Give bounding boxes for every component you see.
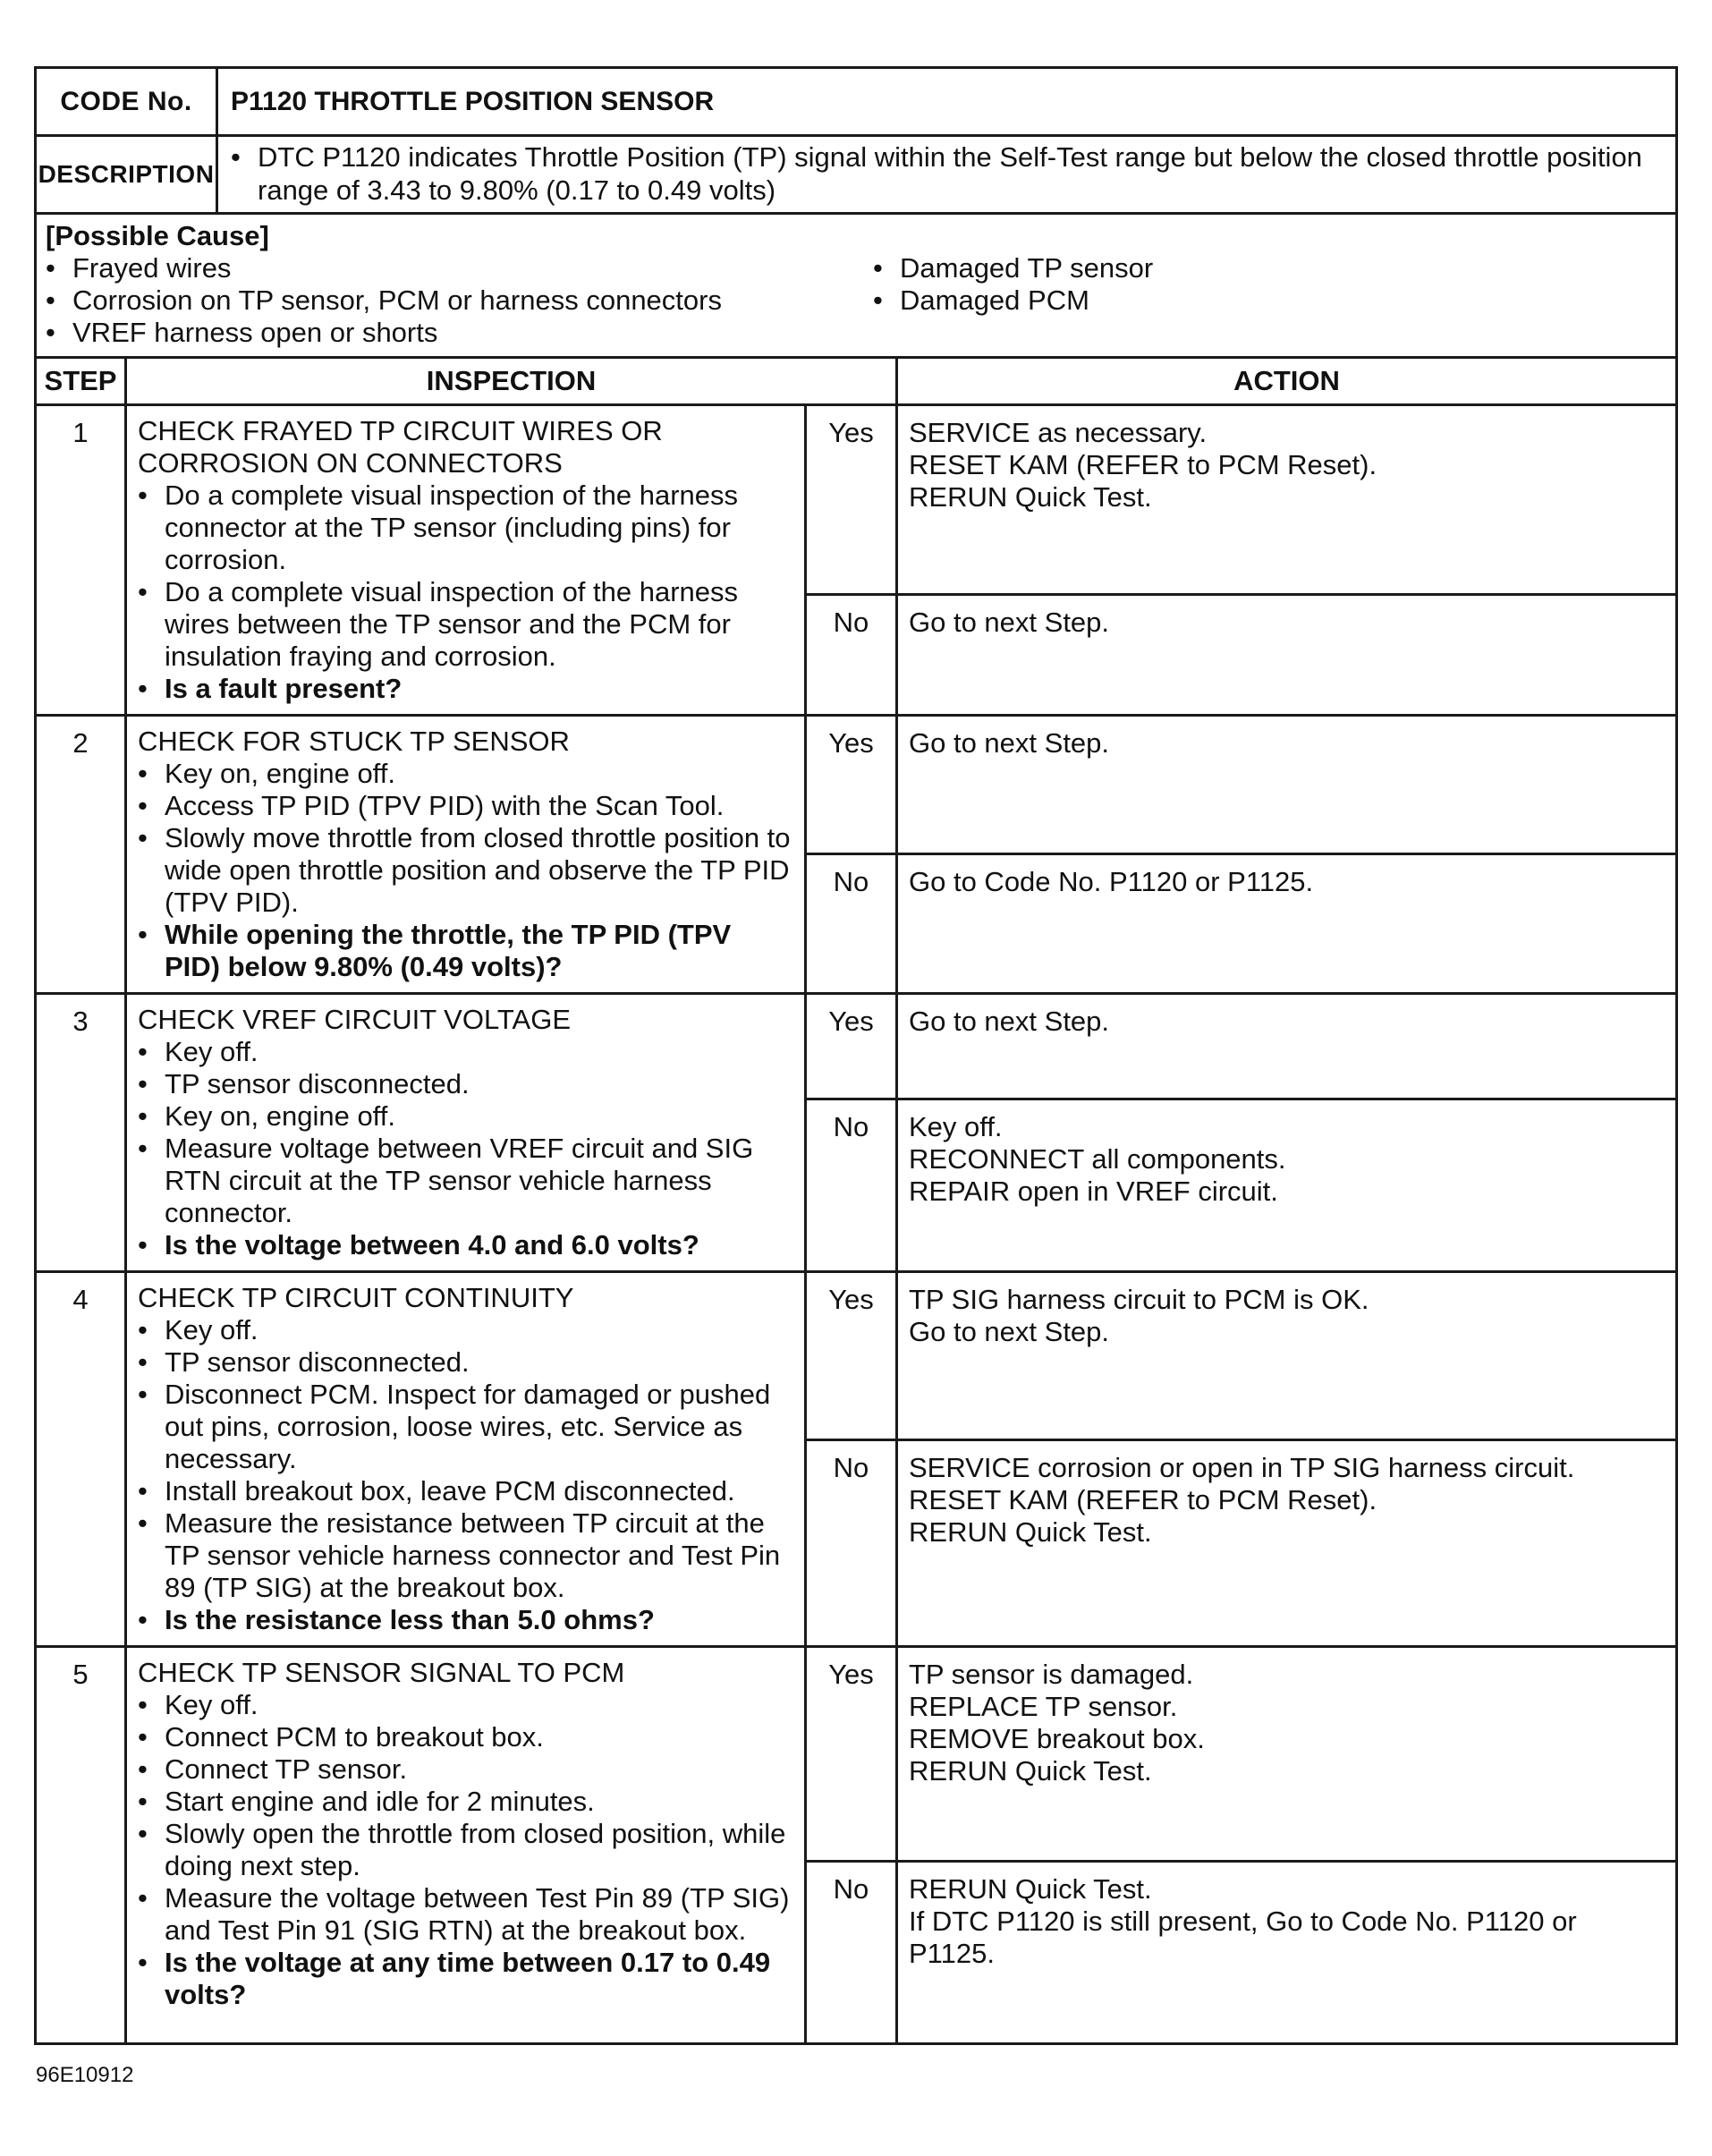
bullet-dot: • — [138, 1786, 148, 1817]
action-line: Go to next Step. — [909, 1316, 1110, 1347]
no-action — [897, 594, 1677, 715]
action-line: RECONNECT all components. — [909, 1143, 1286, 1176]
inspection-bullet-row — [138, 1314, 793, 1346]
inspection-title: CHECK TP SENSOR SIGNAL TO PCM — [138, 1657, 625, 1688]
inspection-question: Is the voltage between 4.0 and 6.0 volts? — [165, 1229, 699, 1260]
step-row — [36, 994, 1677, 1099]
no-action — [897, 1862, 1677, 2044]
possible-causes — [36, 214, 1677, 358]
inspection-title: CHECK FOR STUCK TP SENSOR — [138, 726, 570, 757]
inspection-bullet-row — [138, 1689, 793, 1721]
inspection-question: Is the voltage at any time between 0.17 to 0.49 volts? — [165, 1947, 771, 2010]
bullet-dot: • — [46, 252, 55, 284]
cause-item: Damaged PCM — [900, 284, 1089, 316]
inspection-bullet-row — [138, 1379, 793, 1475]
action-line: RESET KAM (REFER to PCM Reset). — [909, 1484, 1377, 1516]
inspection-bullet-row — [138, 1882, 793, 1947]
no-label: No — [806, 594, 897, 715]
action-line: Go to Code No. P1120 or P1125. — [909, 865, 1314, 897]
action-line: SERVICE corrosion or open in TP SIG harness circuit. — [909, 1452, 1575, 1484]
figure-id: 96E10912 — [36, 2063, 134, 2087]
inspection-cell — [126, 1647, 806, 2044]
inspection-bullet: Do a complete visual inspection of the harness connector at the TP sensor (including pins) for corrosion. — [165, 480, 739, 575]
bullet-dot: • — [138, 822, 148, 853]
yes-label: Yes — [806, 716, 897, 854]
inspection-bullet-row — [138, 1346, 793, 1379]
step-number: 1 — [36, 405, 126, 716]
no-action — [897, 1099, 1677, 1272]
inspection-bullet-row — [138, 1507, 793, 1604]
bullet-dot: • — [46, 317, 55, 348]
action-line: If DTC P1120 is still present, Go to Code No. P1120 or P1125. — [909, 1906, 1577, 1969]
bullet-dot: • — [138, 790, 148, 821]
action-line: RERUN Quick Test. — [909, 1873, 1152, 1905]
inspection-bullet: Key off. — [165, 1314, 258, 1345]
bullet-dot: • — [138, 1721, 148, 1753]
bullet-dot: • — [46, 284, 55, 316]
bullet-dot: • — [138, 480, 148, 511]
bullet-dot: • — [138, 1753, 148, 1785]
no-label: No — [806, 1440, 897, 1647]
bullet-dot: • — [138, 1947, 148, 1978]
action-line: Go to next Step. — [909, 1006, 1110, 1037]
step-row — [36, 716, 1677, 854]
yes-action — [897, 1272, 1677, 1440]
cause-item-row — [46, 317, 873, 349]
action-line: RERUN Quick Test. — [909, 1516, 1152, 1549]
code-label: CODE No. — [36, 68, 217, 136]
inspection-bullet-row — [138, 1133, 793, 1229]
step-number: 4 — [36, 1272, 126, 1647]
inspection-bullet: Install breakout box, leave PCM disconnected. — [165, 1475, 735, 1507]
inspection-question: While opening the throttle, the TP PID (TPV PID) below 9.80% (0.49 volts)? — [165, 919, 732, 982]
action-line: TP SIG harness circuit to PCM is OK. — [909, 1284, 1369, 1315]
bullet-dot: • — [873, 252, 883, 284]
yes-label: Yes — [806, 994, 897, 1099]
bullet-dot: • — [138, 576, 148, 607]
inspection-bullet-row — [138, 822, 793, 919]
step-number: 2 — [36, 716, 126, 994]
action-line: RERUN Quick Test. — [909, 1755, 1152, 1787]
inspection-bullet: Key off. — [165, 1689, 258, 1720]
cause-item: Damaged TP sensor — [900, 252, 1154, 284]
column-header-action: ACTION — [897, 358, 1677, 405]
yes-action — [897, 994, 1677, 1099]
cause-item-row — [873, 252, 1666, 284]
yes-label: Yes — [806, 1272, 897, 1440]
inspection-bullet: TP sensor disconnected. — [165, 1068, 470, 1099]
action-line: TP sensor is damaged. — [909, 1659, 1194, 1690]
possible-cause-title: [Possible Cause] — [46, 220, 269, 251]
bullet-dot: • — [138, 1379, 148, 1410]
bullet-dot: • — [138, 1882, 148, 1914]
inspection-title: CHECK VREF CIRCUIT VOLTAGE — [138, 1004, 572, 1035]
inspection-bullet: Measure voltage between VREF circuit and SIG RTN circuit at the TP sensor vehicle harness connector. — [165, 1133, 754, 1228]
inspection-bullet: Access TP PID (TPV PID) with the Scan Tool. — [165, 790, 725, 821]
steps-table — [34, 356, 1678, 2045]
inspection-cell — [126, 994, 806, 1272]
step-row — [36, 405, 1677, 595]
bullet-dot: • — [138, 1229, 148, 1260]
bullet-dot: • — [138, 1818, 148, 1849]
action-line: RESET KAM (REFER to PCM Reset). — [909, 449, 1377, 480]
no-action — [897, 1440, 1677, 1647]
column-header-step: STEP — [36, 358, 126, 405]
step-number: 5 — [36, 1647, 126, 2044]
inspection-bullet: Slowly move throttle from closed throttle position to wide open throttle position and observe the TP PID (TPV PID). — [165, 822, 791, 918]
inspection-bullet-row — [138, 1068, 793, 1100]
bullet-dot: • — [138, 1475, 148, 1507]
inspection-bullet: Slowly open the throttle from closed position, while doing next step. — [165, 1818, 786, 1881]
bullet-dot: • — [138, 1346, 148, 1378]
yes-action — [897, 1647, 1677, 1862]
inspection-bullet-row — [138, 1721, 793, 1753]
yes-action — [897, 716, 1677, 854]
action-line: SERVICE as necessary. — [909, 417, 1208, 448]
bullet-dot: • — [138, 1507, 148, 1539]
causes-left-list — [46, 252, 873, 349]
inspection-title: CHECK FRAYED TP CIRCUIT WIRES OR CORROSION ON CONNECTORS — [138, 415, 663, 479]
inspection-bullet: Key off. — [165, 1036, 258, 1067]
bullet-dot: • — [138, 1689, 148, 1720]
yes-label: Yes — [806, 405, 897, 595]
bullet-dot: • — [138, 1068, 148, 1099]
cause-item-row — [46, 252, 873, 284]
inspection-bullet-row — [138, 1036, 793, 1068]
code-value: P1120 THROTTLE POSITION SENSOR — [217, 68, 1677, 136]
description-text: DTC P1120 indicates Throttle Position (TP) signal within the Self-Test range but below the closed throttle position range of 3.43 to 9.80% (0.17 to 0.49 volts) — [258, 141, 1642, 206]
inspection-bullet: Measure the resistance between TP circuit at the TP sensor vehicle harness connector and Test Pin 89 (TP SIG) at the breakout box. — [165, 1507, 781, 1603]
bullet-dot: • — [138, 1604, 148, 1635]
inspection-bullet: Disconnect PCM. Inspect for damaged or pushed out pins, corrosion, loose wires, etc. Service as necessary. — [165, 1379, 771, 1474]
action-line: Go to next Step. — [909, 727, 1110, 759]
step-number: 3 — [36, 994, 126, 1272]
header-table — [34, 66, 1678, 359]
inspection-bullet: TP sensor disconnected. — [165, 1346, 470, 1378]
cause-item-row — [873, 284, 1666, 317]
no-label: No — [806, 1099, 897, 1272]
cause-item: Frayed wires — [72, 252, 232, 284]
inspection-bullet-row — [138, 790, 793, 822]
inspection-bullet: Key on, engine off. — [165, 1100, 395, 1132]
bullet-dot: • — [138, 1133, 148, 1164]
yes-action — [897, 405, 1677, 595]
yes-label: Yes — [806, 1647, 897, 1862]
inspection-cell — [126, 716, 806, 994]
inspection-bullet: Connect TP sensor. — [165, 1753, 408, 1785]
inspection-bullet: Connect PCM to breakout box. — [165, 1721, 544, 1753]
bullet-dot: • — [873, 284, 883, 316]
inspection-bullet: Do a complete visual inspection of the harness wires between the TP sensor and the PCM for insulation fraying and corrosion. — [165, 576, 739, 672]
bullet-dot: • — [138, 1036, 148, 1067]
action-line: Key off. — [909, 1111, 1003, 1143]
inspection-bullet-row — [138, 1475, 793, 1507]
inspection-bullet: Key on, engine off. — [165, 758, 395, 789]
inspection-question: Is the resistance less than 5.0 ohms? — [165, 1604, 655, 1635]
inspection-bullet-row — [138, 1818, 793, 1882]
step-row — [36, 1647, 1677, 1862]
description-label: DESCRIPTION — [36, 136, 217, 214]
inspection-question-row — [138, 1947, 793, 2011]
inspection-title: CHECK TP CIRCUIT CONTINUITY — [138, 1282, 574, 1313]
inspection-bullet-row — [138, 480, 793, 576]
inspection-bullet-row — [138, 1100, 793, 1133]
inspection-bullet-row — [138, 576, 793, 673]
diagnostic-table — [34, 66, 1678, 2045]
inspection-bullet-row — [138, 1753, 793, 1786]
inspection-bullet-row — [138, 758, 793, 790]
inspection-question-row — [138, 673, 793, 705]
inspection-cell — [126, 1272, 806, 1647]
description-cell: • DTC P1120 indicates Throttle Position (TP) signal within the Self-Test range but below the closed throttle position range of 3.43 to 9.80% (0.17 to 0.49 volts) — [217, 136, 1677, 214]
bullet-dot: • — [138, 758, 148, 789]
bullet-dot: • — [138, 673, 148, 704]
action-line: REPLACE TP sensor. — [909, 1691, 1178, 1722]
no-label: No — [806, 1862, 897, 2044]
inspection-question: Is a fault present? — [165, 673, 403, 704]
inspection-bullet-row — [138, 1786, 793, 1818]
inspection-bullet: Start engine and idle for 2 minutes. — [165, 1786, 595, 1817]
no-action — [897, 853, 1677, 993]
inspection-cell — [126, 405, 806, 716]
action-line: RERUN Quick Test. — [909, 481, 1152, 513]
bullet-dot: • — [138, 919, 148, 950]
column-header-inspection: INSPECTION — [126, 358, 897, 405]
inspection-question-row — [138, 919, 793, 983]
inspection-bullet: Measure the voltage between Test Pin 89 (TP SIG) and Test Pin 91 (SIG RTN) at the breakout box. — [165, 1882, 790, 1946]
inspection-question-row — [138, 1229, 793, 1261]
cause-item: Corrosion on TP sensor, PCM or harness connectors — [72, 284, 722, 316]
action-line: REPAIR open in VREF circuit. — [909, 1176, 1278, 1208]
cause-item-row — [46, 284, 873, 317]
causes-right-list — [873, 252, 1666, 349]
action-line: REMOVE breakout box. — [909, 1723, 1205, 1754]
bullet-dot: • — [138, 1100, 148, 1132]
bullet-dot: • — [138, 1314, 148, 1345]
no-label: No — [806, 853, 897, 993]
action-line: Go to next Step. — [909, 606, 1110, 638]
inspection-question-row — [138, 1604, 793, 1636]
cause-item: VREF harness open or shorts — [72, 317, 438, 348]
step-row — [36, 1272, 1677, 1440]
